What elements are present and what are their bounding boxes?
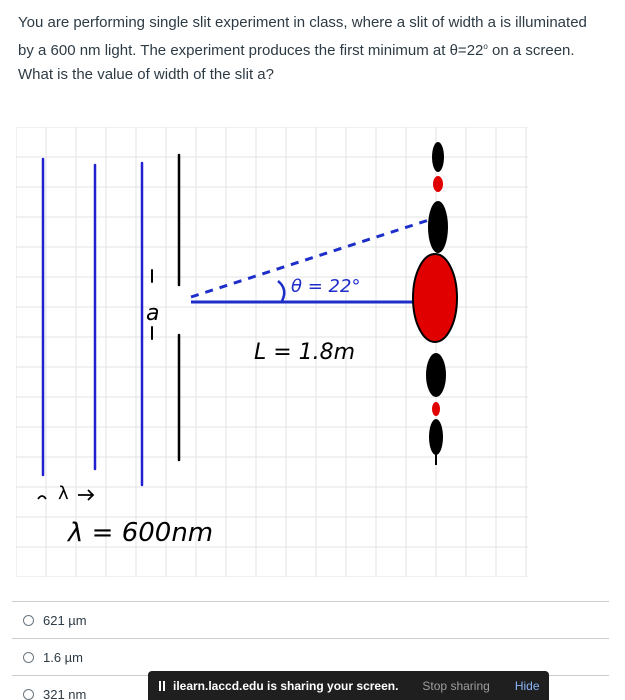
answer-label: 1.6 µm	[43, 649, 84, 665]
question-line-3: What is the value of width of the slit a?	[18, 66, 274, 83]
hide-button[interactable]: Hide	[514, 678, 540, 693]
pause-icon	[159, 681, 165, 691]
wavelength-label: λ = 600nm	[68, 518, 214, 548]
radio-button[interactable]	[23, 615, 34, 626]
question-text	[18, 11, 613, 87]
central-maximum	[413, 254, 457, 342]
fringe-top	[432, 142, 444, 172]
fringe-red-small-bottom	[432, 402, 440, 416]
answer-option-2[interactable]	[12, 638, 609, 675]
radio-button[interactable]	[23, 652, 34, 663]
fringe-bottom	[429, 419, 443, 455]
single-slit-diagram	[16, 127, 528, 577]
answer-label: 621 µm	[43, 612, 87, 628]
question-line-1: You are performing single slit experiment in class, where a slit of width a is illuminated	[18, 14, 587, 31]
incident-wavefronts	[43, 159, 142, 485]
fringe-red-small-top	[433, 176, 443, 192]
answer-option-1[interactable]	[12, 601, 609, 638]
screen-share-bar	[148, 671, 549, 700]
fringe-lower	[426, 353, 446, 397]
question-line-2	[18, 35, 613, 63]
fringe-upper	[428, 201, 448, 253]
slit-width-label: a	[146, 301, 160, 326]
theta-label: θ = 22°	[291, 276, 361, 297]
radio-button[interactable]	[23, 689, 34, 700]
diffraction-pattern	[413, 142, 457, 465]
angle-arc	[278, 281, 284, 301]
share-message: ilearn.laccd.edu is sharing your screen.	[173, 678, 399, 693]
question-line-2-end: on a screen.	[487, 42, 575, 59]
question-line-2-start: by a 600 nm light. The experiment produces the first minimum at θ=22	[18, 42, 484, 59]
wave-propagation-label: λ	[58, 483, 69, 504]
distance-label: L = 1.8m	[254, 340, 356, 365]
stop-sharing-button[interactable]: Stop sharing	[422, 678, 490, 693]
degree-superscript: o	[483, 42, 488, 51]
answer-label: 321 nm	[43, 686, 87, 700]
